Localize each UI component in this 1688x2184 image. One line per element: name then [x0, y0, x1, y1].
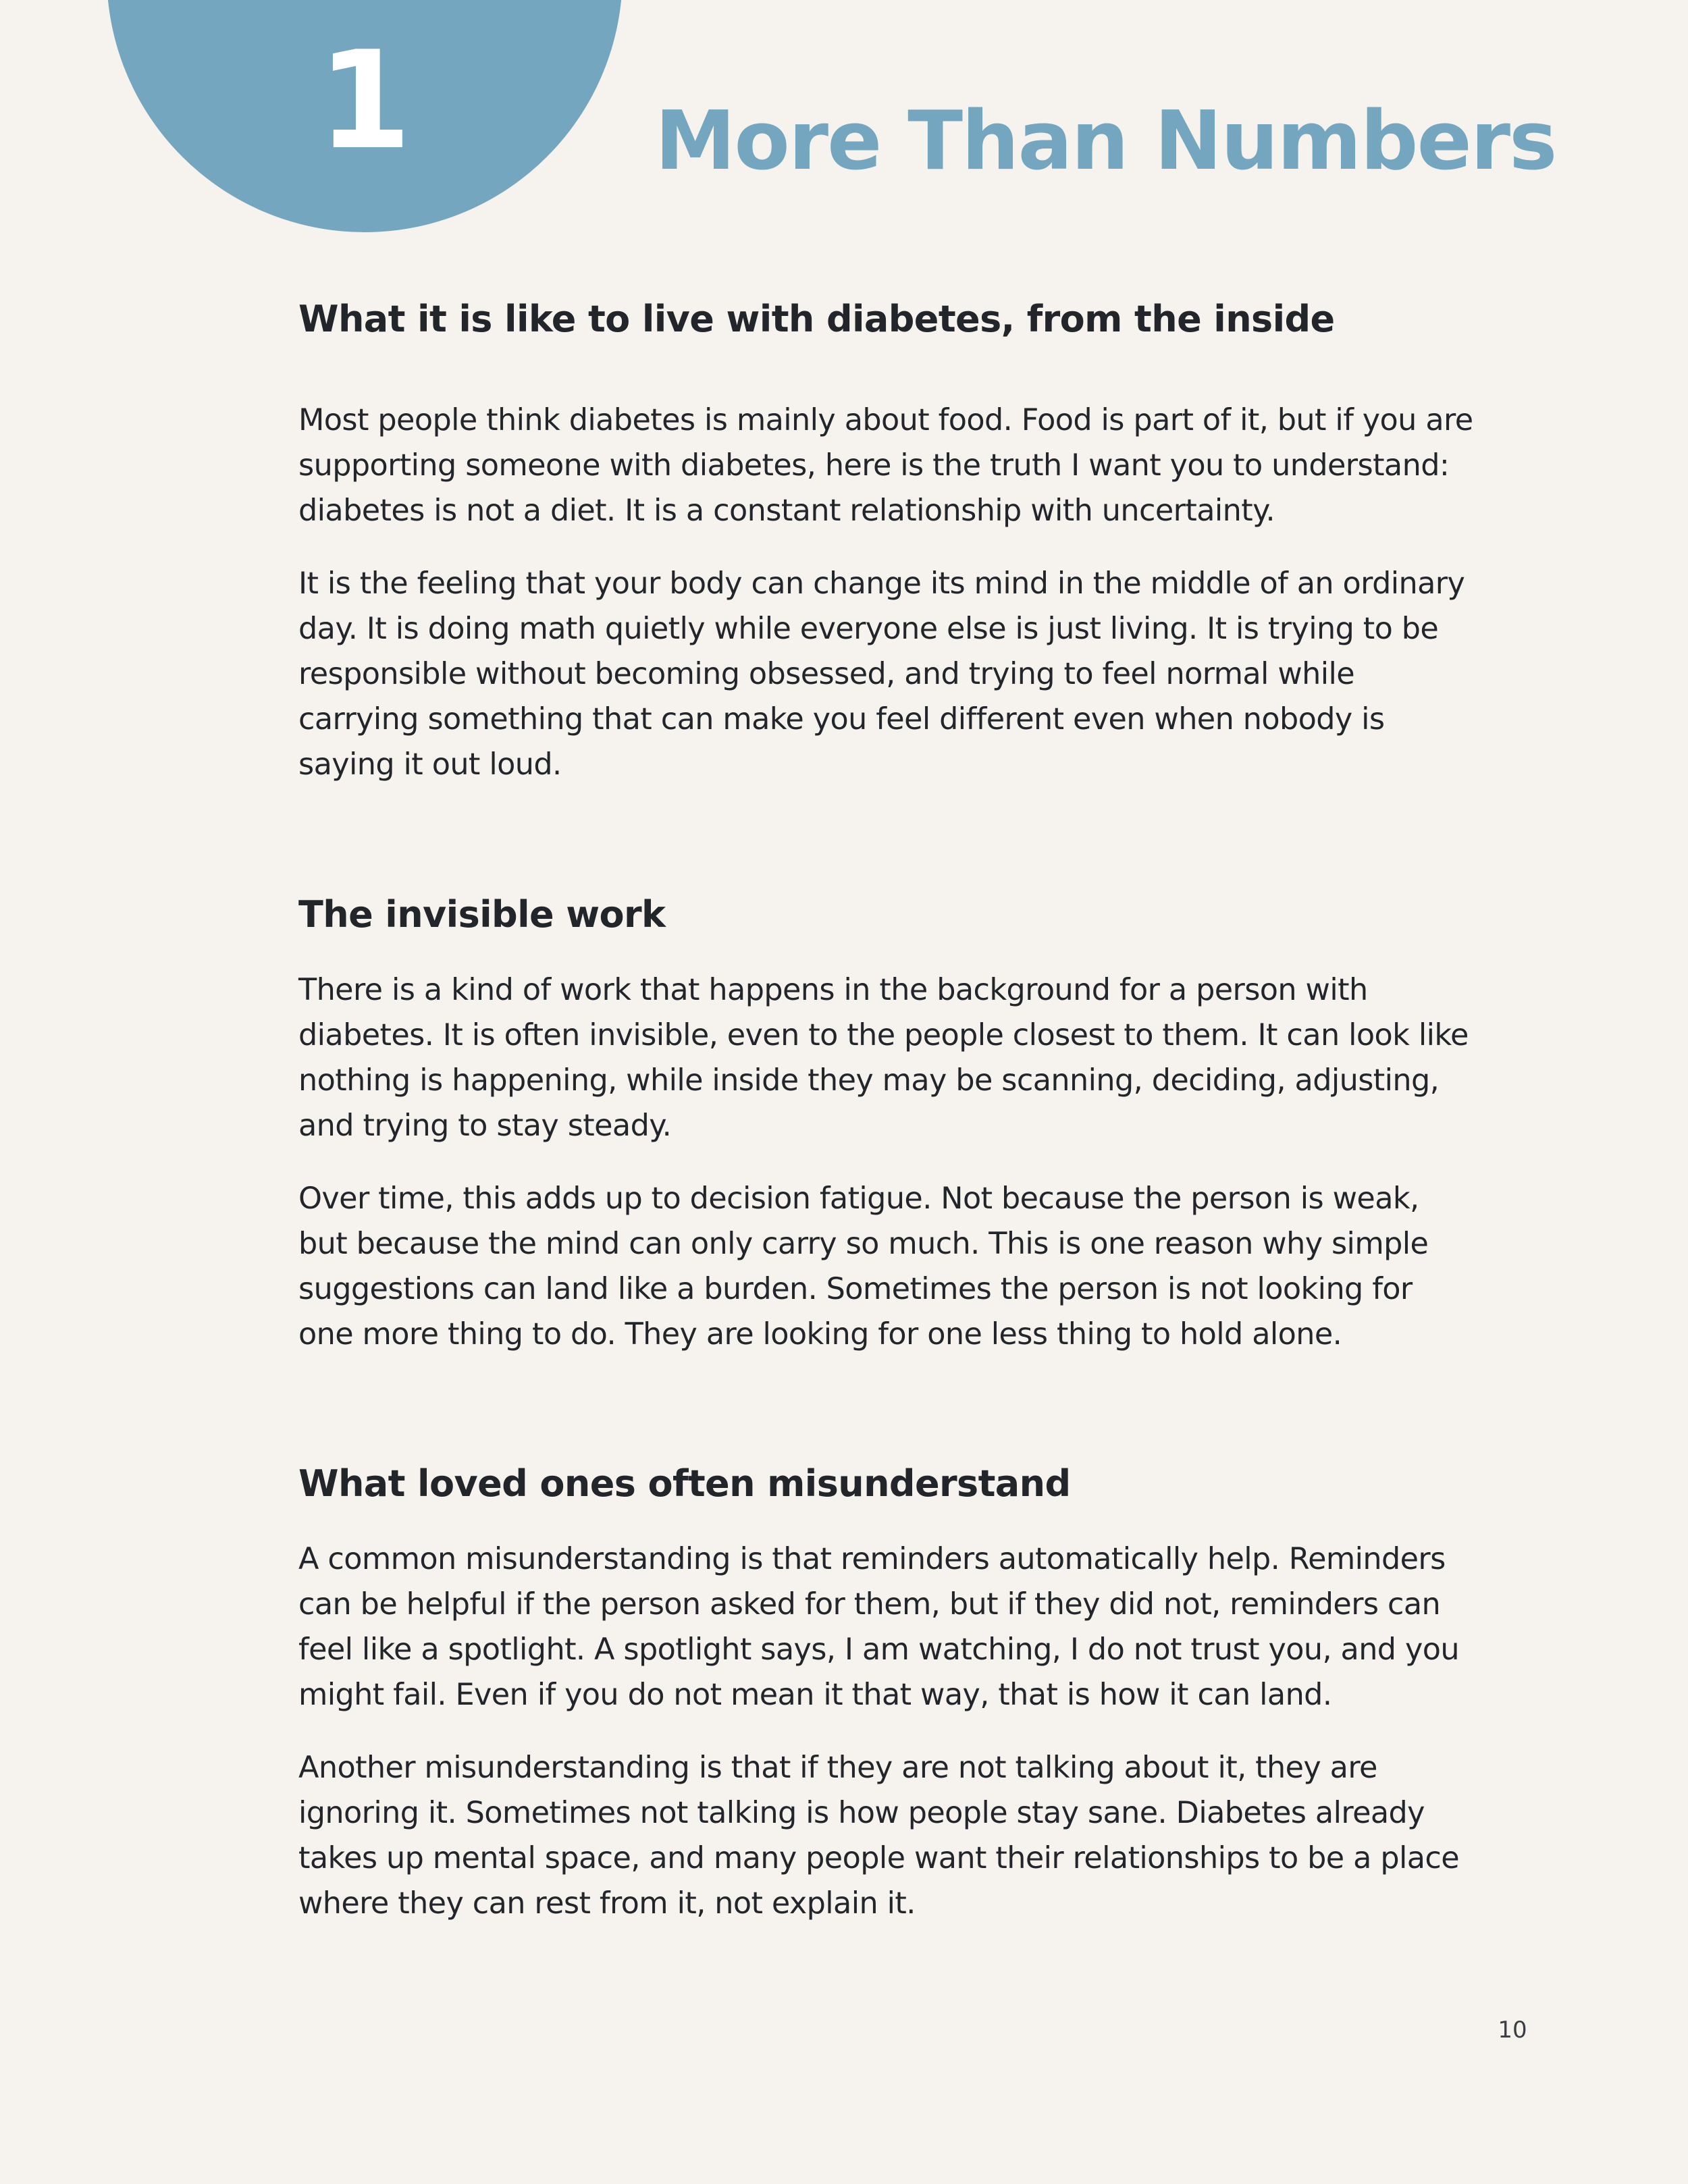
section-heading-misunderstandings: What loved ones often misunderstand — [298, 1462, 1071, 1505]
section-heading-living-with-diabetes: What it is like to live with diabetes, from the inside — [298, 298, 1335, 340]
page-number: 10 — [1498, 2017, 1527, 2044]
paragraph: It is the feeling that your body can change its mind in the middle of an ordinary day. It is doing math quietly while everyone else is just living. It is trying to be responsible without becoming obsessed, and trying to feel normal while carrying something that can make you feel different even when nobody is saying it out loud. — [298, 566, 1465, 782]
paragraph: A common misunderstanding is that reminders automatically help. Reminders can be helpful if the person asked for them, but if they did not, reminders can feel like a spotlight. A spotlight says, I am watching, I do not trust you, and you might fail. Even if you do not mean it that way, that is how it can land. — [298, 1542, 1459, 1712]
paragraph: There is a kind of work that happens in the background for a person with diabetes. It is often invisible, even to the people closest to them. It can look like nothing is happening, while inside they may be scanning, deciding, adjusting, and trying to stay steady. — [298, 973, 1469, 1143]
chapter-title: More Than Numbers — [655, 95, 1556, 188]
paragraph: Another misunderstanding is that if they are not talking about it, they are ignoring it. Sometimes not talking is how people stay sane. Diabetes already takes up mental space, and many people want their relationships to be a place where they can rest from it, not explain it. — [298, 1751, 1460, 1921]
paragraph: Over time, this adds up to decision fatigue. Not because the person is weak, but because the mind can only carry so much. This is one reason why simple suggestions can land like a burden. Sometimes the person is not looking for one more thing to do. They are looking for one less thing to hold alone. — [298, 1181, 1429, 1352]
section-heading-invisible-work: The invisible work — [298, 893, 666, 936]
chapter-number: 1 — [317, 22, 412, 180]
paragraph: Most people think diabetes is mainly about food. Food is part of it, but if you are supporting someone with diabetes, here is the truth I want you to understand: diabetes is not a diet. It is a constant relationship with uncertainty. — [298, 403, 1473, 528]
